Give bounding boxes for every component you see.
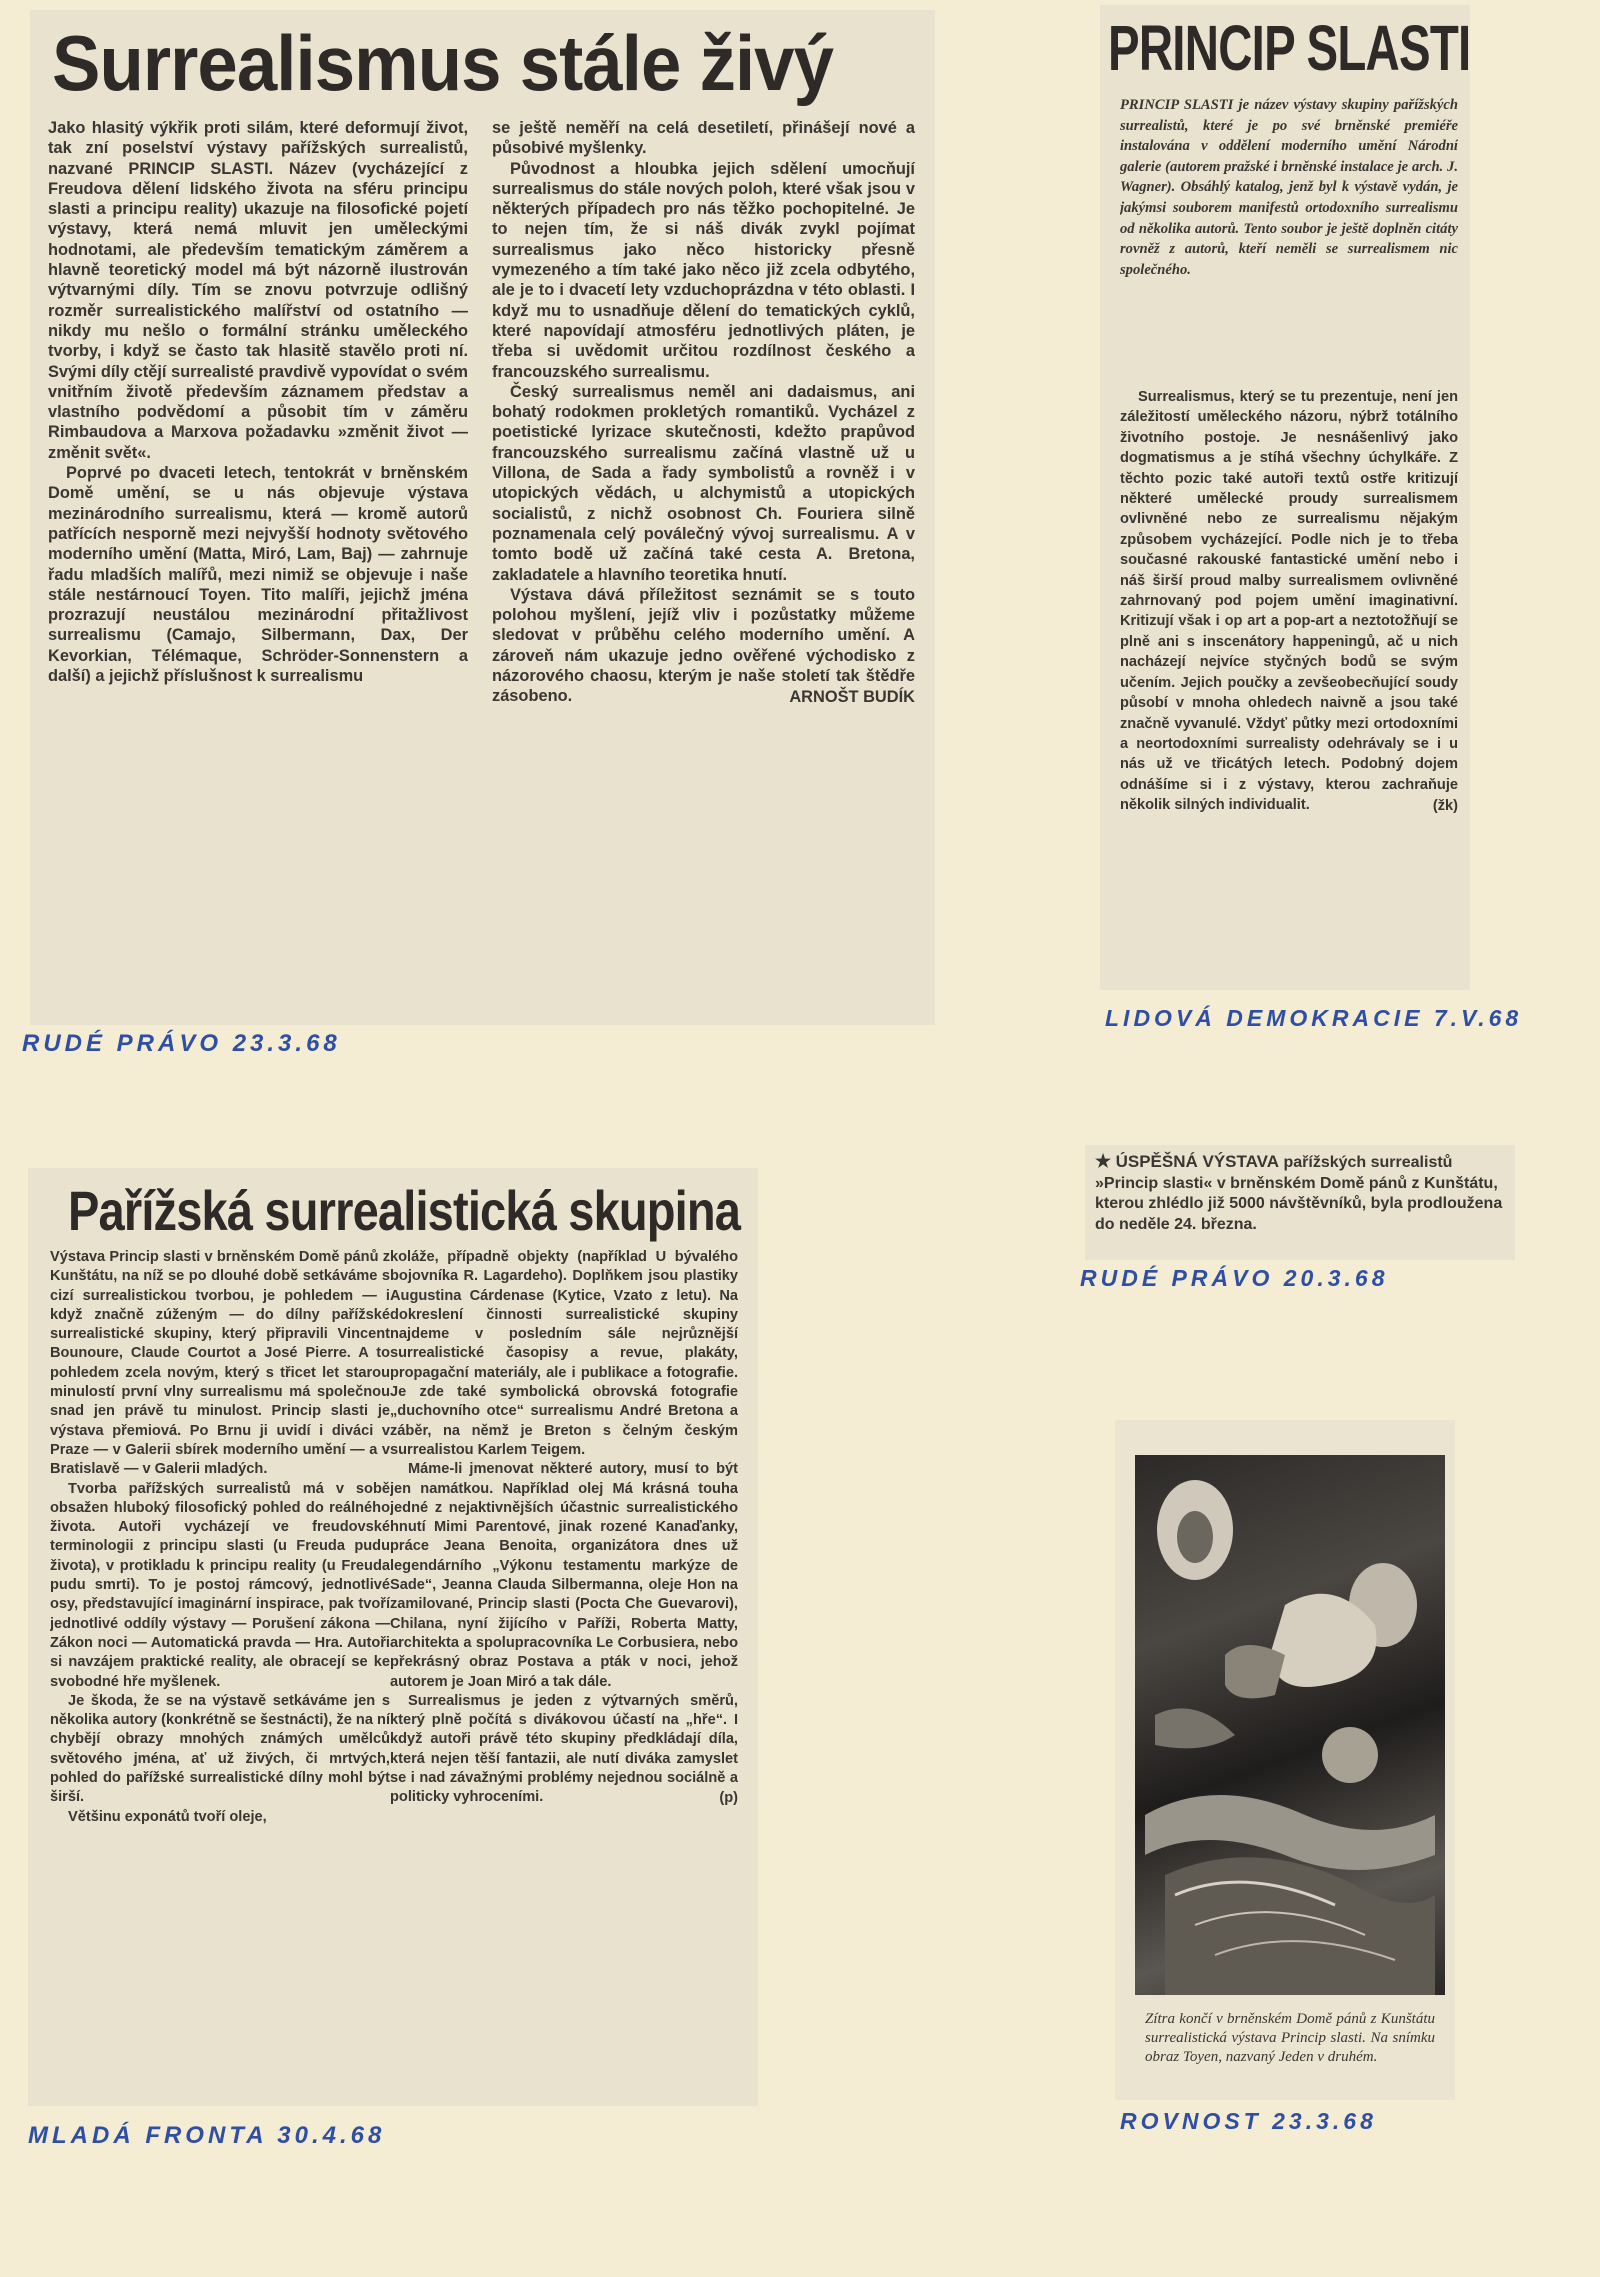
headline: Pařížská surrealistická skupina <box>68 1179 741 1242</box>
paragraph: Surrealismus, který se tu prezentuje, není jen záležitostí uměleckého názoru, nýbrž totálního životního postoje. Je nesnášenlivý jako dogmatismus a je stíhá všechny úchylkáře. Z těchto pozic také autoři textů ostře kritizují některé umělecké proudy surrealismem ovlivněné nebo ze surrealismu nějakým způsobem vycházející. Podle nich je to třeba současné rakouské fantastické umění nebo i náš širší proud malby surrealismem ovlivněné zahrnovaný pod pojem umění imaginativní. Kritizují však i op art a pop-art a neztotožňují se plně ani s inscenátory happeningů, ač u nich nacházejí nejvíce styčných bodů se svým učením. Jejich poučky a zevšeobecňující soudy působí v mnoha ohledech naivně a jsou také značně vyvanulé. Vždyť půtky mezi ortodoxními a neortodoxními surrealisty odehrávaly se i u nás už ve třicátých letech. Podobný dojem odnášíme si i z výstavy, kterou zachraňuje několik silných individualit. <box>1120 389 1458 814</box>
paragraph: koláže, případně objekty (například U bývalého bojovníka R. Lagardeho). Doplňkem jsou plastiky Augustina Cárdenase (Kytice, Vzato z letu). Na dokreslení činnosti surrealistické skupiny najdeme v posledním sále nejrůznější surrealistické časopisy a revue, plakáty, propagační materiály, ale i publikace a fotografie. Je zde také symbolická obrovská fotografie „duchovního otce“ surrealismu André Bretona a záběr, na němž je Breton s čelným českým surrealistou Karlem Teigem. <box>390 1249 738 1458</box>
source-note-rovnost-23-3-68: ROVNOST 23.3.68 <box>1120 2108 1377 2134</box>
toyen-painting-photo <box>1135 1455 1445 1995</box>
paragraph: se ještě neměří na celá desetiletí, přinášejí nové a působivé myšlenky. <box>492 119 915 158</box>
article-column-2 <box>492 118 915 1018</box>
article-column-1 <box>50 1248 390 2098</box>
source-note-mlada-fronta-30-4-68: MLADÁ FRONTA 30.4.68 <box>28 2122 386 2149</box>
article-body <box>1120 387 1458 982</box>
article-column-2 <box>390 1248 738 2098</box>
paragraph: Výstava dává příležitost seznámit se s touto polohou myšlení, jejíž vliv i pozůstatky můžeme sledovat v průběhu celého moderního umění. A zároveň nám ukazuje jedno ověřené východisko z názorového chaosu, kterým je naše století tak štědře zásobeno. <box>492 585 915 706</box>
clipping-photo-toyen <box>1115 1420 1455 2100</box>
article-intro <box>1120 95 1458 385</box>
notice-lead: ÚSPĚŠNÁ VÝSTAVA <box>1115 1152 1280 1171</box>
source-note-rude-pravo-23-3-68: RUDÉ PRÁVO 23.3.68 <box>22 1030 341 1057</box>
clipping-parizska-surrealisticka-skupina <box>28 1168 758 2106</box>
paragraph: Surrealismus je jeden z výtvarných směrů, který plně počítá s divákovou účastí na „hře“. I když autoři právě této skupiny předkládají díla, která nejen těší fantazii, ale nutí diváka zamyslet se i nad závažnými problémy nejednou sociálně a politicky vyhroceními. <box>390 1692 738 1806</box>
photo-caption: Zítra končí v brněnském Domě pánů z Kunštátu surrealistická výstava Princip slasti. Na snímku obraz Toyen, nazvaný Jeden v druhém. <box>1145 2011 1435 2065</box>
notice-body: pařížských surrealistů »Princip slasti« v brněnském Domě pánů z Kunštátu, kterou zhlédlo již 5000 návštěvníků, byla prodloužena do neděle 24. března. <box>1095 1154 1503 1233</box>
headline: PRINCIP SLASTI <box>1108 12 1471 84</box>
source-note-lidova-demokracie-7-v-68: LIDOVÁ DEMOKRACIE 7.V.68 <box>1105 1005 1523 1031</box>
paragraph: Jako hlasitý výkřik proti silám, které deformují život, tak zní poselství výstavy pařížských surrealistů, nazvané PRINCIP SLASTI. Název (vycházející z Freudova dělení lidského života na sféru principu slasti a principu reality) ukazuje na filosofické pojetí výstavy, která nemá mluvit jen uměleckými hodnotami, ale především tematickým záměrem a hlavně teoretický model má být názorně ilustrován výtvarnými díly. Tím se znovu potvrzuje odlišný rozměr surrealistického malířství od ostatního — nikdy mu nešlo o formální stránku uměleckého tvorby, i když se často tak hlasitě stavělo proti ní. Svými díly ctějí surrealisté pravdivě vypovídat o svém vnitřním životě především záznamem představ a vlastního podvědomí a působit tím v záměru Rimbaudova a Marxova požadavku »změnit život — změnit svět«. <box>48 119 468 462</box>
author-byline: (žk) <box>1432 797 1458 814</box>
star-icon: ★ <box>1095 1151 1112 1171</box>
paragraph: Výstava Princip slasti v brněnském Domě pánů z Kunštátu, na níž se po dlouhé době setkáváme s cizí surrealistickou tvorbou, je pohledem — i když značně zúženým — do dílny pařížské surrealistické skupiny, který připravili Vincent Bounoure, Claude Courtot a José Pierre. A to pohledem zcela novým, který s třicet let starou minulostí první vlny surrealismu má společnou snad jen právě tu minulost. Princip slasti je výstava přemiová. Po Brnu ji uvidí i diváci v Praze — v Galerii sbírek moderního umění — a v Bratislavě — v Galerii mladých. <box>50 1249 390 1478</box>
paragraph: Poprvé po dvaceti letech, tentokrát v brněnském Domě umění, se u nás objevuje výstava mezinárodního surrealismu, která — kromě autorů patřících nesporně mezi nejvyšší hodnoty světového moderního umění (Matta, Miró, Lam, Baj) — zahrnuje řadu mladších malířů, mezi nimiž se objevuje i naše stále nestárnoucí Toyen. Tito malíři, jejichž jména prozrazují neustálou mezinárodní přitažlivost surrealismu (Camajo, Silbermann, Dax, Der Kevorkian, Télémaque, Schröder-Sonnenstern a další) a jejichž příslušnost k surrealismu <box>48 464 468 686</box>
clipping-princip-slasti <box>1100 5 1470 990</box>
author-byline: ARNOŠT BUDÍK <box>789 687 915 706</box>
author-byline: (p) <box>719 1789 738 1806</box>
clipping-surrealismus-stale-zivy <box>30 10 935 1025</box>
clipping-uspesna-vystava <box>1085 1145 1515 1260</box>
source-note-rude-pravo-20-3-68: RUDÉ PRÁVO 20.3.68 <box>1080 1265 1389 1291</box>
paragraph: Původnost a hloubka jejich sdělení umocňují surrealismus do stále nových poloh, které však jsou v některých případech pro nás těžko pochopitelné. Je to nejen tím, že si náš divák zvykl pojímat surrealismus jako něco historicky přesně vymezeného a tím také jako něco již zcela odbytého, ale je to i dvacetí lety vzduchoprázdna v této oblasti. I když mu to usnadňuje dělení do tematických cyklů, které napovídají atmosféru jednotlivých pláten, je třeba si uvědomit určitou rozdílnost českého a francouzského surrealismu. <box>492 159 915 381</box>
paragraph: Je škoda, že se na výstavě setkáváme jen s několika autory (konkrétně se šestnácti), že na ní chybějí obrazy mnohých známých umělců světového jména, ať už živých, či mrtvých, pohled do pařížské surrealistické dílny mohl být širší. <box>50 1692 390 1806</box>
paragraph: Český surrealismus neměl ani dadaismus, ani bohatý rodokmen prokletých romantiků. Vycházel z poetistické lyrizace skutečnosti, kdežto prapůvod francouzského surrealismu začíná vlastně už u Villona, de Sada a řady symbolistů a rovněž i v utopických vědách, u alchymistů a utopických socialistů, z nichž osobnost Ch. Fouriera silně poznamenala celý poválečný vývoj surrealismu. A v tomto bodě už začíná také cesta A. Bretona, zakladatele a hlavního teoretika hnutí. <box>492 382 915 584</box>
notice-text <box>1095 1151 1505 1256</box>
paragraph: Máme-li jmenovat některé autory, musí to být jen namátkou. Například olej Má krásná touha jedné z nejaktivnějších účastnic surrealistického hnutí Mimi Parentové, jinak rozené Kanaďanky, práce Jeana Benoita, organizátora dnes už legendárního „Výkonu testamentu markýze de Sade“, Jeanna Clauda Silbermanna, oleje Hon na zamilované, Princip slasti (Pocta Che Guevarovi), Chilana, nyní žijícího v Paříži, Roberta Matty, architekta a spolupracovníka Le Corbusiera, nebo překrásný obraz Postava a pták v noci, jehož autorem je Joan Miró a tak dále. <box>390 1461 738 1690</box>
paragraph: Tvorba pařížských surrealistů má v sobě obsažen hluboký filosofický pohled do reálného života. Autoři vycházejí ve freudovské terminologii z principu slasti (u Freuda pudu života), v protikladu k principu reality (u Freuda pudu smrti). To je postoj rámcový, jednotlivé osy, představující imaginární inspirace, pak tvoří jednotlivé oddíly výstavy — Porušení zákona — Zákon noci — Automatická pravda — Hra. Autoři si navzájem praktické reality, ale obracejí se ke svobodné hře myšlenek. <box>50 1480 390 1690</box>
article-column-1 <box>48 118 468 1018</box>
painting-shapes <box>1135 1455 1445 1995</box>
paragraph: PRINCIP SLASTI je název výstavy skupiny pařížských surrealistů, které je po své brněnské premiéře instalována v oddělení moderního umění Národní galerie (autorem pražské i brněnské instalace je arch. J. Wagner). Obsáhlý katalog, jenž byl k výstavě vydán, je jakýmsi souborem manifestů ortodoxního surrealismu od několika autorů. Tento soubor je ještě doplněn citáty rovněž z autorů, kteří neměli se surrealismem nic společného. <box>1120 97 1458 278</box>
headline: Surrealismus stále živý <box>52 19 834 107</box>
paragraph: Většinu exponátů tvoří oleje, <box>68 1808 267 1825</box>
